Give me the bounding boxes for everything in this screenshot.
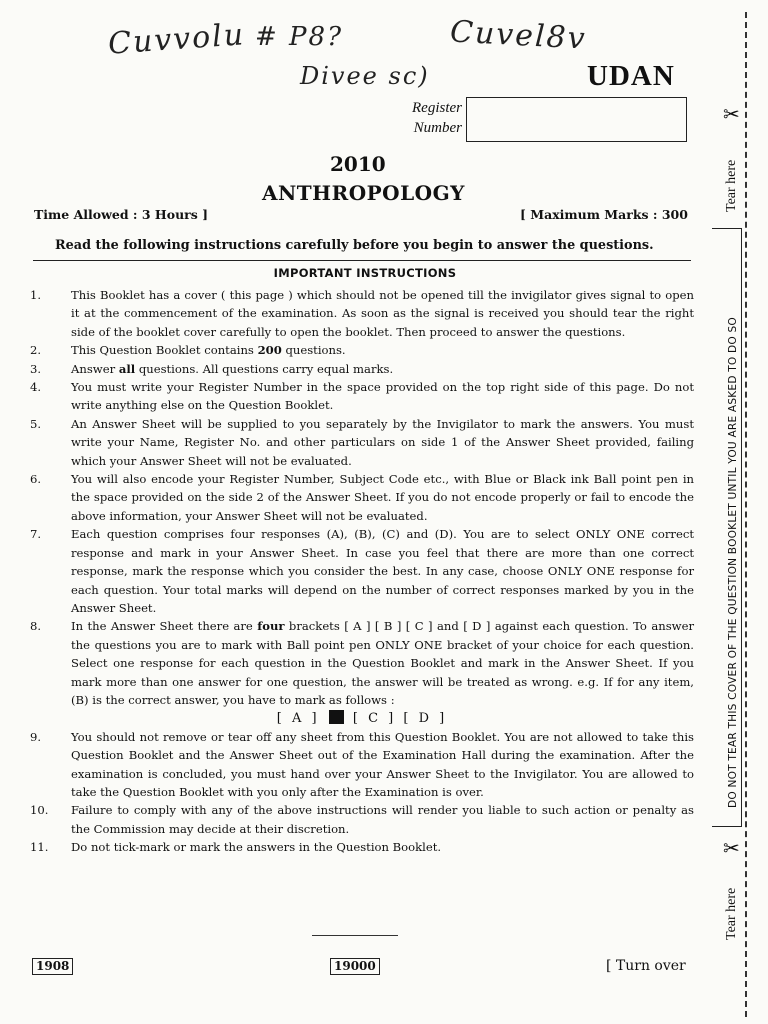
scissors-icon: ✂ (723, 102, 740, 126)
instruction-item: 4. You must write your Register Number in the space provided on the top right side of this page. Do not write anything else on the Question Booklet. (30, 380, 694, 413)
example-option-d: [ D ] (403, 711, 448, 727)
handwritten-note-4: Divee sc) (300, 62, 430, 90)
handwritten-note-2: # P8? (255, 22, 344, 52)
exam-subject: ANTHROPOLOGY (262, 181, 465, 205)
instruction-item: 10. Failure to comply with any of the above instructions will render you liable to such action or penalty as the Commission may decide at their discretion. (30, 803, 694, 836)
maximum-marks: [ Maximum Marks : 300 (520, 207, 688, 222)
handwritten-note-3: Cuvel8v (449, 14, 588, 57)
exam-year: 2010 (330, 152, 386, 176)
brand-title: UDAN (587, 60, 675, 92)
turn-over: [ Turn over (606, 958, 686, 974)
tear-here-top: Tear here (724, 159, 739, 212)
instruction-item: 3. Answer all questions. All questions carry equal marks. (30, 361, 394, 376)
answer-example (30, 710, 694, 728)
handwritten-note-1: Cuvvolu (106, 17, 247, 62)
instructions-list (30, 286, 694, 857)
booklet-code-center: 19000 (330, 958, 380, 975)
instruction-item: 7. Each question comprises four responses (A), (B), (C) and (D). You are to select ONLY ONE correct response and mark in your Answer Sheet. In case you feel that there are more than one correct response, mark the response which you consider the best. In any case, choose ONLY ONE response for each question. Your total marks will depend on the number of correct responses marked by you in the Answer Sheet. (30, 527, 694, 615)
instruction-item: 2. This Question Booklet contains 200 questions. (30, 343, 346, 358)
footer-rule (312, 935, 398, 936)
instruction-item: 5. An Answer Sheet will be supplied to you separately by the Invigilator to mark the answers. You must write your Name, Register No. and other particulars on side 1 of the Answer Sheet provided, failing which your Answer Sheet will not be evaluated. (30, 416, 694, 468)
tear-line (745, 12, 747, 1017)
instruction-item: 1. This Booklet has a cover ( this page ) which should not be opened till the invigilator gives signal to open it at the commencement of the examination. As soon as the signal is received you should tear the right side of the booklet cover carefully to open the booklet. Then proceed to answer the questions. (30, 288, 694, 339)
instruction-item: 11. Do not tick-mark or mark the answers in the Question Booklet. (30, 840, 442, 855)
time-allowed: Time Allowed : 3 Hours ] (34, 207, 209, 222)
instruction-item: 8. In the Answer Sheet there are four brackets [ A ] [ B ] [ C ] and [ D ] against each question. To answer the questions you are to mark with Ball point pen ONLY ONE bracket of your choice for each question. Select one response for each question in the Question Booklet and mark in the Answer Sheet. If you mark more than one answer for one question, the answer will be treated as wrong. e.g. If for any item, (B) is the correct answer, you have to mark as follows : (30, 619, 695, 707)
number-label: Number (413, 120, 462, 136)
tear-here-bottom: Tear here (724, 887, 739, 940)
read-instructions-line: Read the following instructions carefully before you begin to answer the questions. (55, 238, 654, 253)
important-instructions-heading: IMPORTANT INSTRUCTIONS (273, 266, 457, 280)
example-filled-b (329, 710, 344, 724)
example-option-c: [ C ] (352, 711, 397, 727)
register-label: Register (412, 100, 462, 116)
instruction-item: 9. You should not remove or tear off any sheet from this Question Booklet. You are not allowed to take this Question Booklet and the Answer Sheet out of the Examination Hall during the examination. After the examination is concluded, you must hand over your Answer Sheet to the Invigilator. You are allowed to take the Question Booklet with you only after the Examination is over. (30, 729, 694, 799)
example-option-a: [ A ] (276, 711, 320, 727)
divider (33, 260, 691, 261)
tear-warning: DO NOT TEAR THIS COVER OF THE QUESTION BOOKLET UNTIL YOU ARE ASKED TO DO SO (727, 317, 739, 808)
instruction-item: 6. You will also encode your Register Number, Subject Code etc., with Blue or Black ink Ball point pen in the space provided on the side 2 of the Answer Sheet. If you do not encode properly or fail to encode the above information, your Answer Sheet will not be evaluated. (30, 472, 694, 523)
register-number-box[interactable] (466, 97, 687, 142)
scissors-icon: ✂ (723, 836, 740, 860)
booklet-code-left: 1908 (32, 958, 73, 975)
